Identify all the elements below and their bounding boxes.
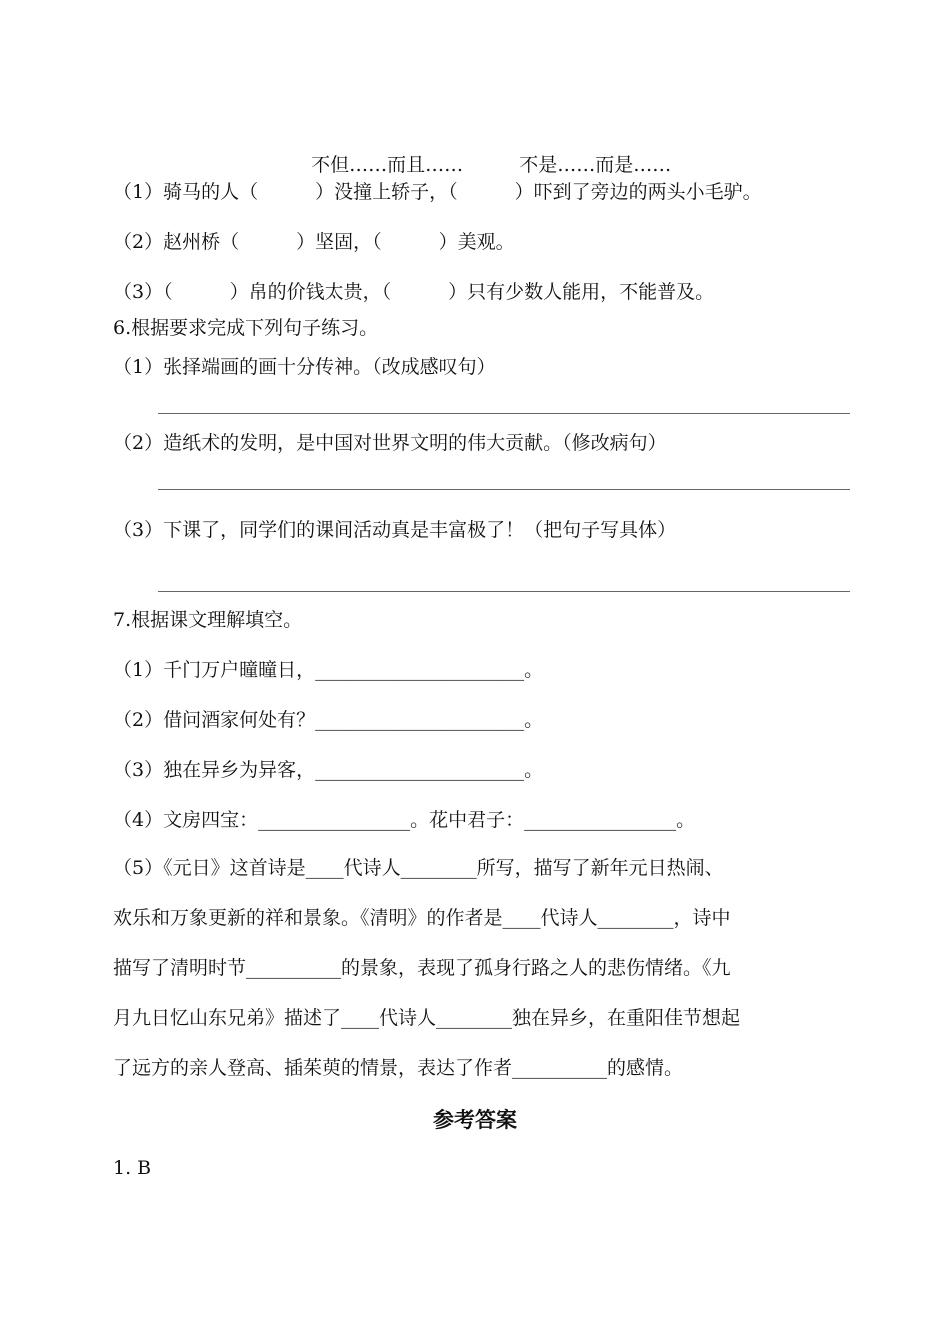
connective-item-2: （2）赵州桥（ ）坚固，（ ）美观。 — [113, 231, 515, 253]
q6-item-3: （3）下课了，同学们的课间活动真是丰富极了！（把句子写具体） — [113, 519, 677, 541]
answer-line — [158, 489, 850, 490]
q7-title: 7.根据课文理解填空。 — [113, 609, 303, 631]
q7-paragraph-line: 描写了清明时节__________的景象，表现了孤身行路之人的悲伤情绪。《九 — [113, 957, 731, 979]
connective-item-1: （1）骑马的人（ ）没撞上轿子，（ ）吓到了旁边的两头小毛驴。 — [113, 181, 762, 203]
q6-title: 6.根据要求完成下列句子练习。 — [113, 317, 379, 339]
q7-paragraph-line: 欢乐和万象更新的祥和景象。《清明》的作者是____代诗人________，诗中 — [113, 907, 731, 929]
q6-item-2: （2）造纸术的发明，是中国对世界文明的伟大贡献。（修改病句） — [113, 432, 667, 454]
q7-paragraph-line: 月九日忆山东兄弟》描述了____代诗人________独在异乡，在重阳佳节想起 — [113, 1007, 741, 1029]
q7-item-3: （3）独在异乡为异客，______________________。 — [113, 759, 544, 781]
connective-pair-1: 不但……而且…… — [311, 153, 464, 176]
answer-line — [158, 413, 850, 414]
answer-1: 1. B — [113, 1157, 152, 1179]
connective-pair-2: 不是……而是…… — [519, 153, 672, 176]
connective-item-3: （3）（ ）帛的价钱太贵，（ ）只有少数人能用，不能普及。 — [113, 281, 715, 303]
q7-paragraph-line: （5）《元日》这首诗是____代诗人________所写，描写了新年元日热闹、 — [113, 857, 724, 879]
q7-item-4: （4）文房四宝：________________。花中君子：________________。 — [113, 809, 696, 831]
q7-item-1: （1）千门万户曈曈日，______________________。 — [113, 659, 544, 681]
q7-item-2: （2）借问酒家何处有？______________________。 — [113, 709, 544, 731]
q6-item-1: （1）张择端画的画十分传神。（改成感叹句） — [113, 356, 496, 378]
answers-heading: 参考答案 — [433, 1107, 517, 1132]
q7-paragraph-line: 了远方的亲人登高、插茱萸的情景，表达了作者__________的感情。 — [113, 1057, 684, 1079]
answer-line — [158, 591, 850, 592]
